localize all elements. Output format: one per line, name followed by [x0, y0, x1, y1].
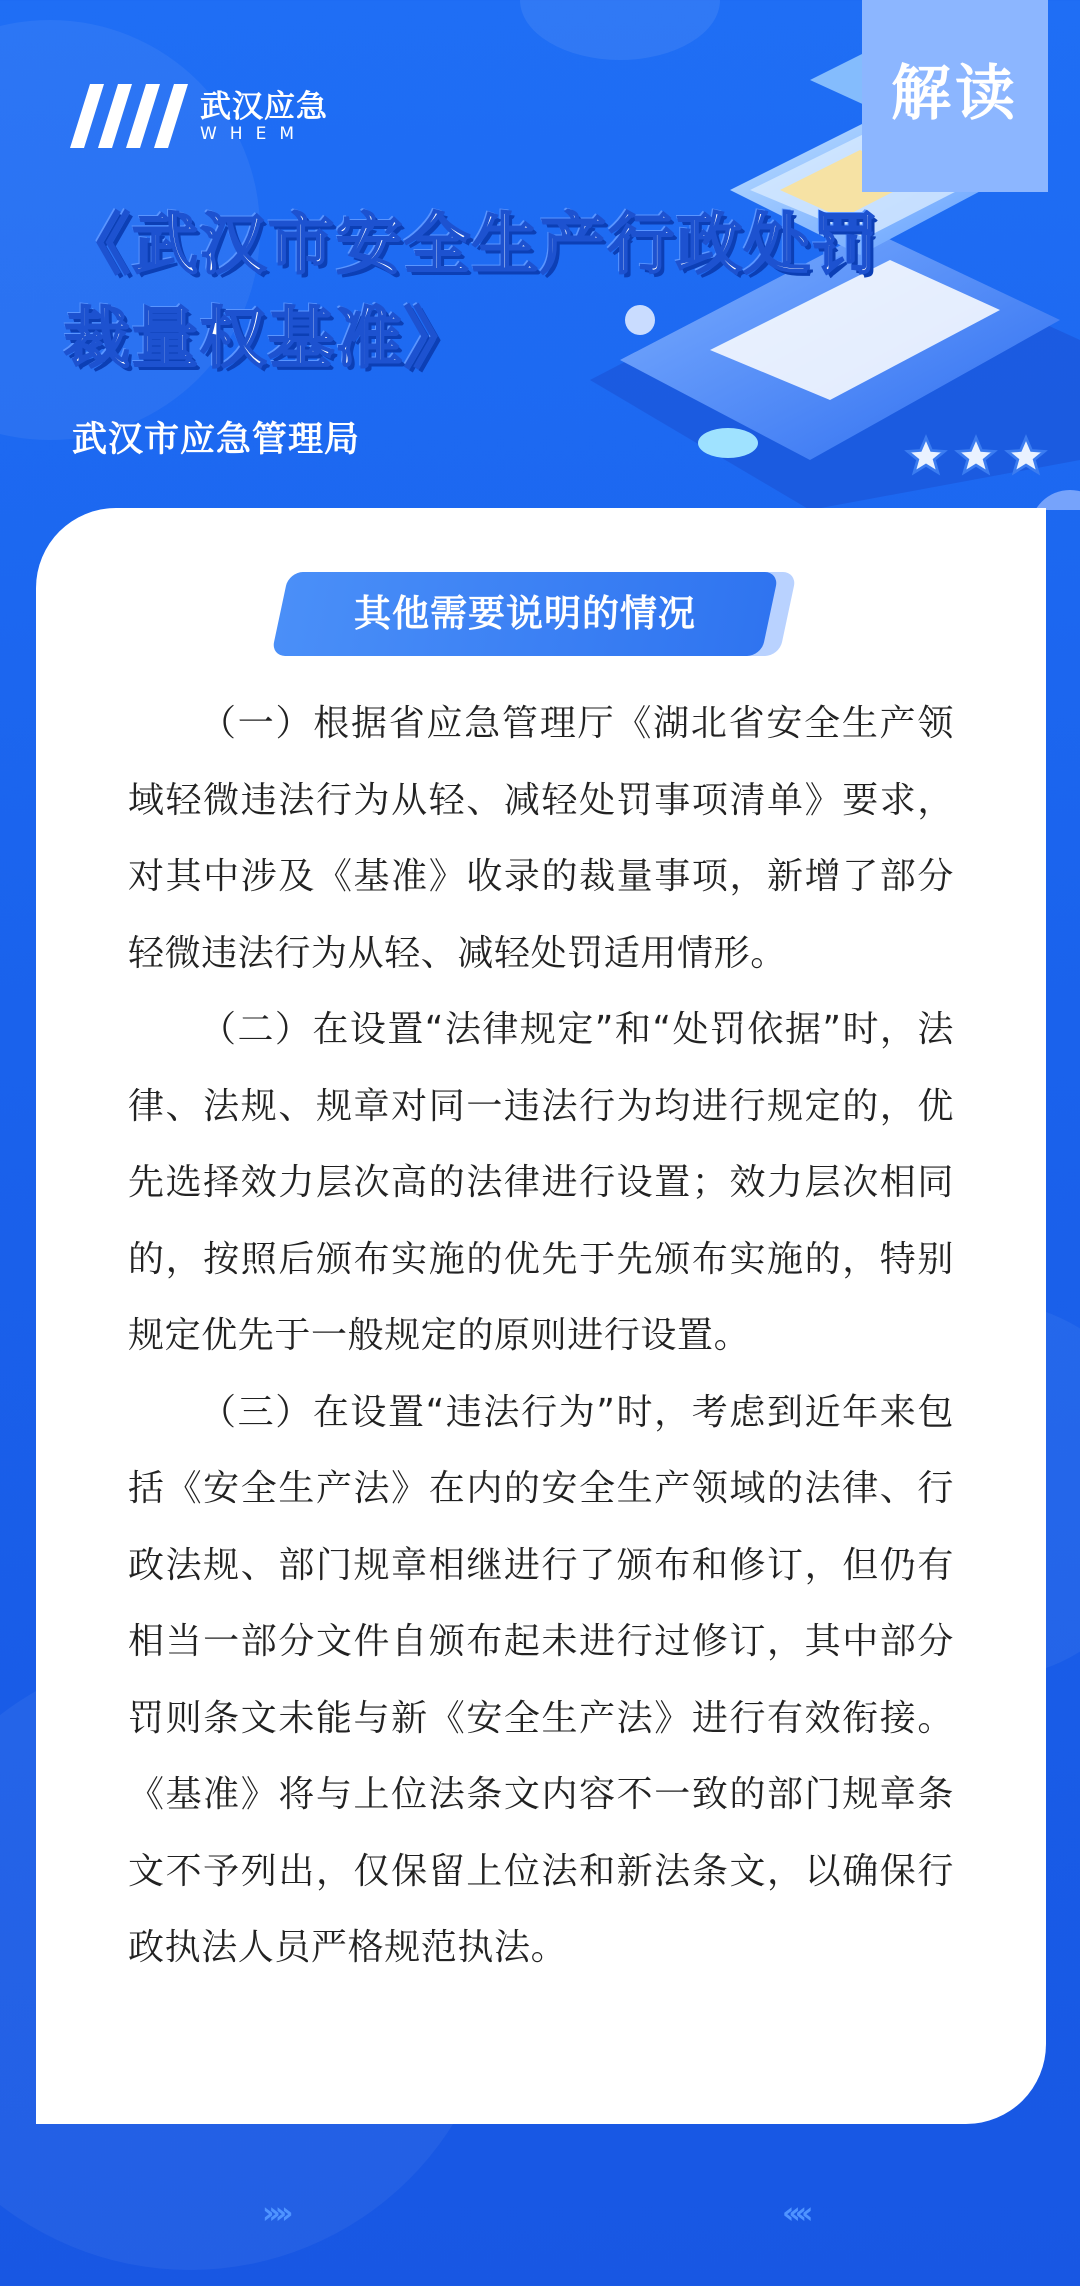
star-rating: [904, 434, 1048, 478]
chevrons-right-icon: ››››: [262, 2196, 288, 2231]
logo-english: WHEM: [200, 124, 308, 144]
logo-name: 武汉应急: [200, 89, 328, 125]
tag-label: 解读: [891, 59, 1019, 129]
star-icon: [954, 434, 998, 478]
star-icon: [904, 434, 948, 478]
chevrons-left-icon: ‹‹‹‹: [782, 2196, 808, 2231]
paragraph: （二）在设置“法律规定”和“处罚依据”时，法律、法规、规章对同一违法行为均进行规定的，优先选择效力层次高的法律进行设置；效力层次相同的，按照后颁布实施的优先于先颁布实施的，特别规定优先于一般规定的原则进行设置。: [128, 1009, 954, 1356]
article-body: [128, 686, 954, 1987]
logo-mark-icon: [70, 84, 194, 148]
interpretation-tag: [862, 0, 1048, 192]
star-icon: [1004, 434, 1048, 478]
paragraph: （三）在设置“违法行为”时，考虑到近年来包括《安全生产法》在内的安全生产领域的法律、行政法规、部门规章相继进行了颁布和修订，但仍有相当一部分文件自颁布起未进行过修订，其中部分罚则条文未能与新《安全生产法》进行有效衔接。《基准》将与上位法条文内容不一致的部门规章条文不予列出，仅保留上位法和新法条文，以确保行政执法人员严格规范执法。: [128, 1391, 954, 1968]
section-title: 其他需要说明的情况: [354, 592, 696, 635]
page-title: 《武汉市安全生产行政处罚裁量权基准》: [64, 206, 880, 377]
section-header: [280, 572, 770, 656]
issuer-name: 武汉市应急管理局: [72, 420, 361, 460]
paragraph: （一）根据省应急管理厅《湖北省安全生产领域轻微违法行为从轻、减轻处罚事项清单》要求，对其中涉及《基准》收录的裁量事项，新增了部分轻微违法行为从轻、减轻处罚适用情形。: [128, 703, 954, 974]
whem-logo: [70, 84, 328, 148]
